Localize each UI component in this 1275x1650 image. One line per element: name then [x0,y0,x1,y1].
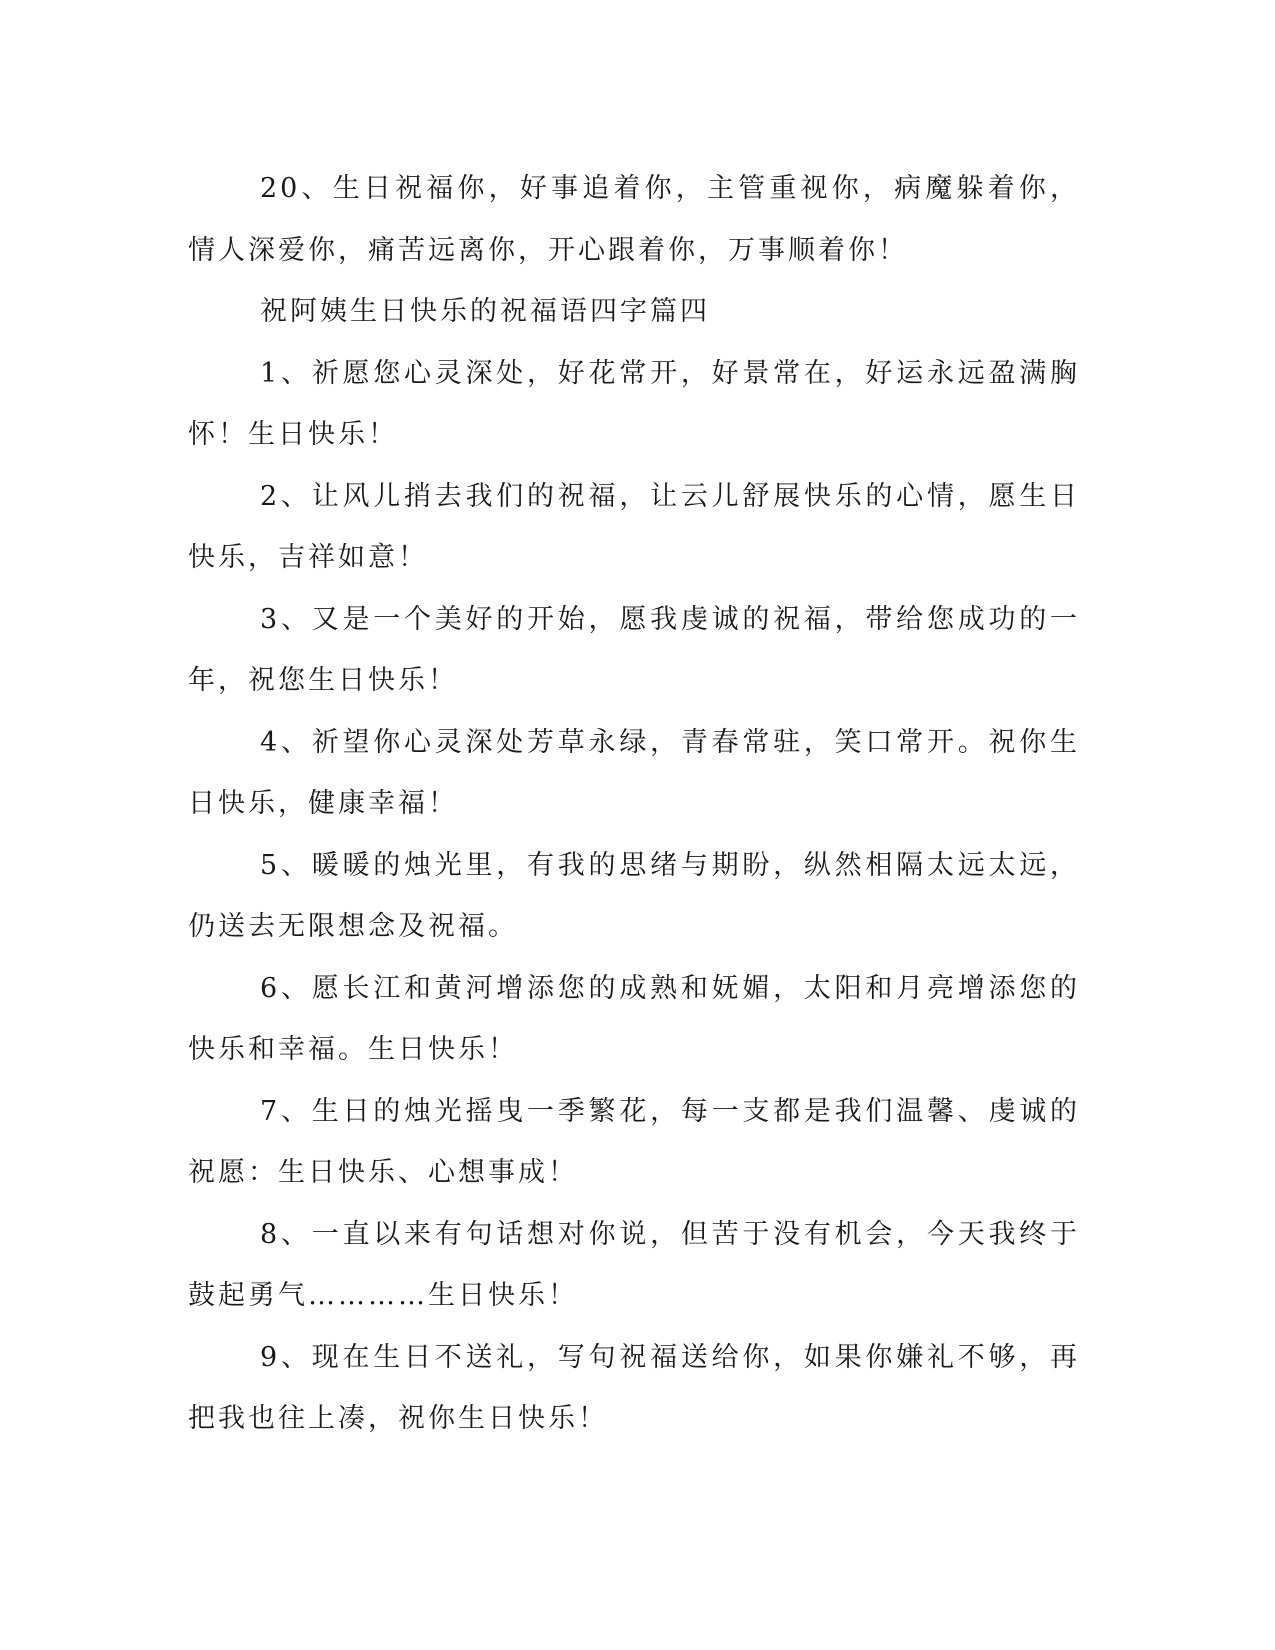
paragraph-item-4: 4、祈望你心灵深处芳草永绿，青春常驻，笑口常开。祝你生日快乐，健康幸福！ [188,726,1080,819]
paragraph-item-3: 3、又是一个美好的开始，愿我虔诚的祝福，带给您成功的一年，祝您生日快乐！ [188,603,1080,696]
paragraph-item-7: 7、生日的烛光摇曳一季繁花，每一支都是我们温馨、虔诚的祝愿：生日快乐、心想事成！ [188,1095,1080,1188]
paragraph-item-9: 9、现在生日不送礼，写句祝福送给你，如果你嫌礼不够，再把我也往上凑，祝你生日快乐！ [188,1341,1080,1434]
document-body [188,158,1080,1450]
section-heading: 祝阿姨生日快乐的祝福语四字篇四 [260,296,710,327]
paragraph-item-8: 8、一直以来有句话想对你说，但苦于没有机会，今天我终于鼓起勇气…………生日快乐！ [188,1218,1080,1311]
paragraph-item-20: 20、生日祝福你，好事追着你，主管重视你，病魔躲着你，情人深爱你，痛苦远离你，开心跟着你，万事顺着你！ [188,173,1080,266]
paragraph-item-6: 6、愿长江和黄河增添您的成熟和妩媚，太阳和月亮增添您的快乐和幸福。生日快乐！ [188,972,1080,1065]
paragraph-item-1: 1、祈愿您心灵深处，好花常开，好景常在，好运永远盈满胸怀！生日快乐！ [188,357,1080,450]
paragraph-item-5: 5、暖暖的烛光里，有我的思绪与期盼，纵然相隔太远太远，仍送去无限想念及祝福。 [188,849,1080,942]
paragraph-item-2: 2、让风儿捎去我们的祝福，让云儿舒展快乐的心情，愿生日快乐，吉祥如意！ [188,480,1080,573]
